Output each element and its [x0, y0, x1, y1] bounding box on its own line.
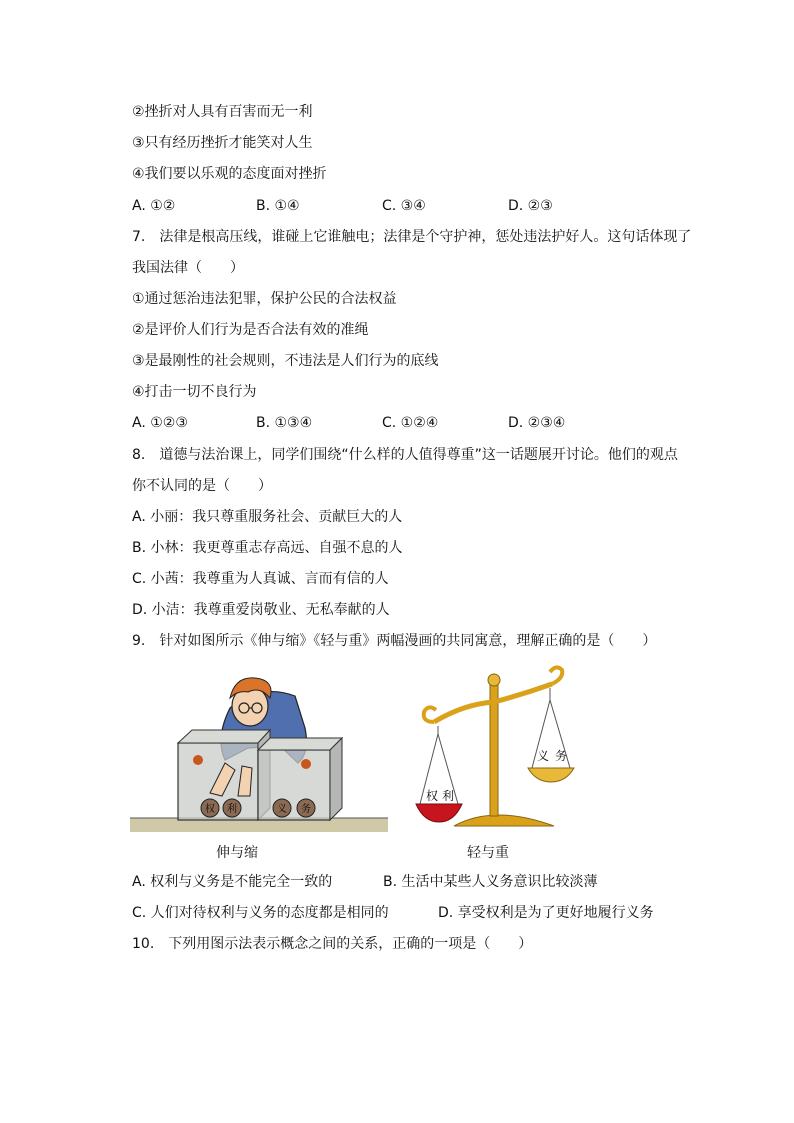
- q7-item-4: ④打击一切不良行为: [132, 384, 257, 400]
- q7-option-b[interactable]: B. ①③④: [256, 415, 313, 431]
- q7-option-a[interactable]: A. ①②③: [132, 415, 188, 431]
- ball-label-4: 务: [301, 804, 311, 815]
- cartoon-light-and-heavy: [404, 664, 584, 834]
- q6-option-c[interactable]: C. ③④: [382, 198, 426, 214]
- scale-base: [454, 815, 554, 826]
- q8-option-b[interactable]: B. 小林：我更尊重志存高远、自强不息的人: [132, 540, 403, 556]
- q9-stem: 9. 针对如图所示《伸与缩》《轻与重》两幅漫画的共同寓意，理解正确的是（ ）: [132, 633, 657, 649]
- ball-label-1: 权: [205, 804, 215, 815]
- q7-option-c[interactable]: C. ①②④: [382, 415, 439, 431]
- q9-option-c[interactable]: C. 人们对待权利与义务的态度都是相同的: [132, 905, 389, 921]
- ball-label-2: 利: [227, 804, 237, 815]
- scale-left-pan: [416, 804, 462, 822]
- q6-option-b[interactable]: B. ①④: [256, 198, 300, 214]
- q6-item-4: ④我们要以乐观的态度面对挫折: [132, 166, 327, 182]
- q9-option-b[interactable]: B. 生活中某些人义务意识比较淡薄: [383, 874, 598, 890]
- q8-option-c[interactable]: C. 小茜：我尊重为人真诚、言而有信的人: [132, 571, 389, 587]
- q7-item-2: ②是评价人们行为是否合法有效的准绳: [132, 322, 369, 338]
- q8-option-d[interactable]: D. 小洁：我尊重爱岗敬业、无私奉献的人: [132, 602, 390, 618]
- q10-stem: 10. 下列用图示法表示概念之间的关系，正确的一项是（ ）: [132, 936, 533, 952]
- right-glass-box: [258, 750, 330, 820]
- left-pan-label-1: 权: [426, 789, 439, 803]
- q8-stem-line1: 8. 道德与法治课上，同学们围绕“什么样的人值得尊重”这一话题展开讨论。他们的观点: [132, 447, 678, 463]
- cartoon1-caption: 伸与缩: [216, 845, 258, 861]
- right-pan-label-1: 义: [537, 749, 550, 763]
- q8-option-a[interactable]: A. 小丽：我只尊重服务社会、贡献巨大的人: [132, 509, 403, 525]
- q7-option-d[interactable]: D. ②③④: [508, 415, 566, 431]
- cartoon-stretch-and-shrink: [130, 668, 388, 836]
- q9-option-d[interactable]: D. 享受权利是为了更好地履行义务: [438, 905, 654, 921]
- q6-option-a[interactable]: A. ①②: [132, 198, 176, 214]
- q8-stem-line2: 你不认同的是（ ）: [132, 478, 272, 494]
- q9-option-a[interactable]: A. 权利与义务是不能完全一致的: [132, 874, 333, 890]
- right-pan-label-2: 务: [555, 749, 568, 763]
- q6-item-3: ③只有经历挫折才能笑对人生: [132, 135, 313, 151]
- q7-item-1: ①通过惩治违法犯罪，保护公民的合法权益: [132, 291, 397, 307]
- q7-stem-line2: 我国法律（ ）: [132, 260, 244, 276]
- q7-item-3: ③是最刚性的社会规则，不违法是人们行为的底线: [132, 353, 439, 369]
- q6-item-2: ②挫折对人具有百害而无一利: [132, 104, 313, 120]
- ball-label-3: 义: [277, 804, 287, 815]
- cartoon2-caption: 轻与重: [467, 845, 509, 861]
- scale-right-pan: [528, 768, 574, 782]
- q7-stem-line1: 7. 法律是根高压线，谁碰上它谁触电；法律是个守护神，惩处违法护好人。这句话体现了: [132, 229, 692, 245]
- left-pan-label-2: 利: [442, 789, 455, 803]
- q6-option-d[interactable]: D. ②③: [508, 198, 553, 214]
